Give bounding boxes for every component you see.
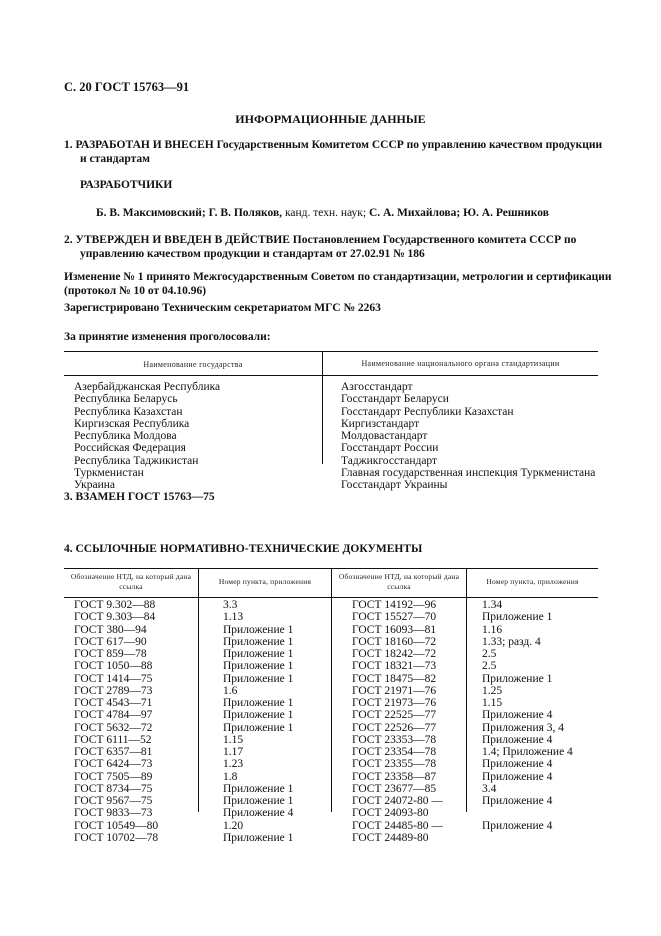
developers-line [96,207,549,219]
state-cell: Российская Федерация [74,442,186,455]
refs-table-divider-1 [198,568,199,812]
item-cell: 3.4 [482,782,497,795]
item-cell: 2.5 [482,660,497,673]
item-cell [482,832,573,844]
doc-cell: ГОСТ 18321—73 [352,660,437,673]
doc-cell: ГОСТ 23355—78 [352,758,437,771]
item1-text2: и стандартам [80,153,150,165]
doc-cell: ГОСТ 18160—72 [352,635,437,648]
refs-header-doc-left: Обозначение НТД, на который дана ссылка [70,572,192,591]
item-cell: 1.6 [223,684,238,697]
item2-text1: Постановлением Государственного комитета СССР по [292,234,577,246]
votes-table-top-rule [64,351,598,352]
refs-table-divider-3 [466,568,467,812]
developers-title: РАЗРАБОТЧИКИ [80,179,173,191]
doc-cell: ГОСТ 8734—75 [74,782,153,795]
item-cell: Приложение 1 [223,782,294,795]
doc-cell: ГОСТ 10549—80 [74,819,159,832]
amendment-line2: (протокол № 10 от 04.10.96) [64,285,207,297]
doc-cell: ГОСТ 24072-80 — [352,795,443,807]
item-cell: Приложение 1 [223,672,294,685]
state-cell: Киргизская Республика [74,417,190,430]
body-cell: Главная государственная инспекция Туркменистана [341,466,596,479]
item-cell: 1.16 [482,623,503,636]
state-cell: Республика Молдова [74,430,177,442]
item2-number: 2. [64,234,73,246]
doc-cell: ГОСТ 9.303—84 [74,611,156,624]
state-cell: Республика Таджикистан [74,454,199,467]
item-cell: Приложение 4 [482,709,553,722]
doc-cell: ГОСТ 23354—78 [352,746,437,758]
section-title: ИНФОРМАЦИОННЫЕ ДАННЫЕ [235,112,426,126]
amendment-registered: Зарегистрировано Техническим секретариатом МГС № 2263 [64,302,381,314]
item-cell: Приложение 1 [223,635,294,648]
body-cell: Госстандарт Украины [341,479,448,491]
item1-text1: Государственным Комитетом СССР по управлению качеством продукции [216,139,603,151]
developers-names-2: С. А. Михайлова; Ю. А. Решников [368,207,549,219]
doc-cell: ГОСТ 617—90 [74,635,147,648]
refs-right-docs-column [352,599,443,844]
doc-cell: ГОСТ 18242—72 [352,648,437,660]
item-cell: 1.20 [223,819,244,832]
developers-degree: канд. техн. наук; [284,207,367,219]
doc-cell: ГОСТ 9567—75 [74,795,153,807]
body-cell: Киргизстандарт [341,417,420,430]
doc-cell: ГОСТ 23677—85 [352,782,437,795]
doc-cell: ГОСТ 380—94 [74,623,147,636]
item-cell: 1.17 [223,746,244,758]
body-cell: Молдовастандарт [341,430,428,442]
item-cell: 3.3 [223,599,238,611]
item-cell: Приложение 1 [223,623,294,636]
item-cell: Приложение 4 [482,795,553,807]
doc-cell: ГОСТ 18475—82 [352,672,437,685]
item-cell: 1.4; Приложение 4 [482,746,573,758]
item-cell: Приложение 4 [482,819,553,832]
item1-lead: РАЗРАБОТАН И ВНЕСЕН [75,139,214,151]
item3: 3. ВЗАМЕН ГОСТ 15763—75 [64,491,215,503]
item-cell: 1.15 [482,697,503,709]
item-cell: Приложение 1 [223,831,294,844]
item2-line1 [64,234,576,246]
item-cell: Приложение 1 [223,709,294,722]
state-cell: Туркменистан [74,466,144,479]
body-cell: Таджикгосстандарт [341,454,438,467]
doc-cell: ГОСТ 4543—71 [74,697,153,709]
doc-cell: ГОСТ 21971—76 [352,684,437,697]
item-cell [482,807,573,819]
refs-header-item-left: Номер пункта, приложения [218,577,312,586]
doc-cell: ГОСТ 1050—88 [74,660,153,673]
doc-cell: ГОСТ 24485-80 — [352,819,443,832]
votes-header-body: Наименование национального органа стандартизации [361,359,560,368]
state-cell: Республика Беларусь [74,393,178,406]
item-cell: Приложение 1 [223,795,294,807]
doc-cell: ГОСТ 15527—70 [352,611,437,624]
doc-cell: ГОСТ 10702—78 [74,831,159,844]
item-cell: Приложение 4 [223,807,294,820]
developers-names-1: Б. В. Максимовский; Г. В. Поляков, [96,207,283,219]
item-cell: Приложение 1 [223,697,294,709]
state-cell: Украина [74,479,115,491]
refs-header-item-right: Номер пункта, приложения [486,577,579,586]
doc-cell: ГОСТ 1414—75 [74,672,153,685]
doc-cell: ГОСТ 7505—89 [74,770,153,783]
doc-cell: ГОСТ 22526—77 [352,721,437,734]
state-cell: Азербайджанская Республика [74,381,221,393]
refs-right-items-column [482,599,573,844]
doc-cell: ГОСТ 21973—76 [352,697,437,709]
item-cell: 2.5 [482,648,497,660]
doc-cell: ГОСТ 24489-80 [352,831,429,844]
refs-header-doc-right: Обозначение НТД, на который дана ссылка [338,572,460,591]
item2-lead: УТВЕРЖДЕН И ВВЕДЕН В ДЕЙСТВИЕ [75,234,290,246]
item-cell: Приложение 1 [223,660,294,673]
item-cell: Приложение 4 [482,758,553,771]
body-cell: Госстандарт России [341,442,439,455]
amendment-line1: Изменение № 1 принято Межгосударственным Советом по стандартизации, метрологии и сертификации [64,271,612,283]
doc-cell: ГОСТ 4784—97 [74,709,153,722]
item-cell: Приложение 4 [482,770,553,783]
doc-cell: ГОСТ 23358—87 [352,770,437,783]
voted-title: За принятие изменения проголосовали: [64,331,271,343]
item1-number: 1. [64,139,73,151]
item-cell: 1.15 [223,733,244,746]
votes-table-header-rule [64,375,598,376]
votes-bodies-column [341,381,595,491]
body-cell: Азгосстандарт [341,381,413,393]
item-cell: 1.33; разд. 4 [482,635,541,648]
item-cell: Приложение 1 [482,611,553,624]
doc-cell: ГОСТ 2789—73 [74,684,153,697]
refs-left-items-column [223,599,293,844]
item-cell: 1.8 [223,770,238,783]
item4: 4. ССЫЛОЧНЫЕ НОРМАТИВНО-ТЕХНИЧЕСКИЕ ДОКУМЕНТЫ [64,543,423,555]
doc-cell: ГОСТ 6424—73 [74,758,153,771]
item-cell: Приложения 3, 4 [482,721,565,734]
doc-cell: ГОСТ 9833—73 [74,807,153,820]
item2-text2: управлению качеством продукции и стандартам от 27.02.91 № 186 [80,248,425,260]
doc-cell: ГОСТ 22525—77 [352,709,437,722]
body-cell: Госстандарт Республики Казахстан [341,405,514,418]
item-cell: Приложение 4 [482,733,553,746]
refs-table-divider-2 [331,568,332,812]
doc-cell: ГОСТ 14192—96 [352,599,437,611]
doc-cell: ГОСТ 16093—81 [352,623,437,636]
doc-cell: ГОСТ 6111—52 [74,733,152,746]
page-header: С. 20 ГОСТ 15763—91 [64,80,190,94]
doc-cell: ГОСТ 859—78 [74,648,147,660]
item-cell: 1.34 [482,599,503,611]
item-cell: Приложение 1 [482,672,553,685]
votes-header-state: Наименование государства [143,360,243,369]
doc-cell: ГОСТ 5632—72 [74,721,153,734]
item-cell: Приложение 1 [223,648,294,660]
item-cell: 1.23 [223,758,244,771]
votes-states-column [74,381,220,491]
item-cell: 1.25 [482,684,503,697]
state-cell: Республика Казахстан [74,405,183,418]
doc-cell: ГОСТ 24093-80 [352,807,429,820]
item-cell: Приложение 1 [223,721,294,734]
doc-cell: ГОСТ 6357—81 [74,746,153,758]
item1-line1 [64,139,602,151]
refs-left-docs-column [74,599,158,844]
doc-cell: ГОСТ 9.302—88 [74,599,156,611]
doc-cell: ГОСТ 23353—78 [352,733,437,746]
item-cell: 1.13 [223,611,244,624]
body-cell: Госстандарт Беларуси [341,393,449,406]
